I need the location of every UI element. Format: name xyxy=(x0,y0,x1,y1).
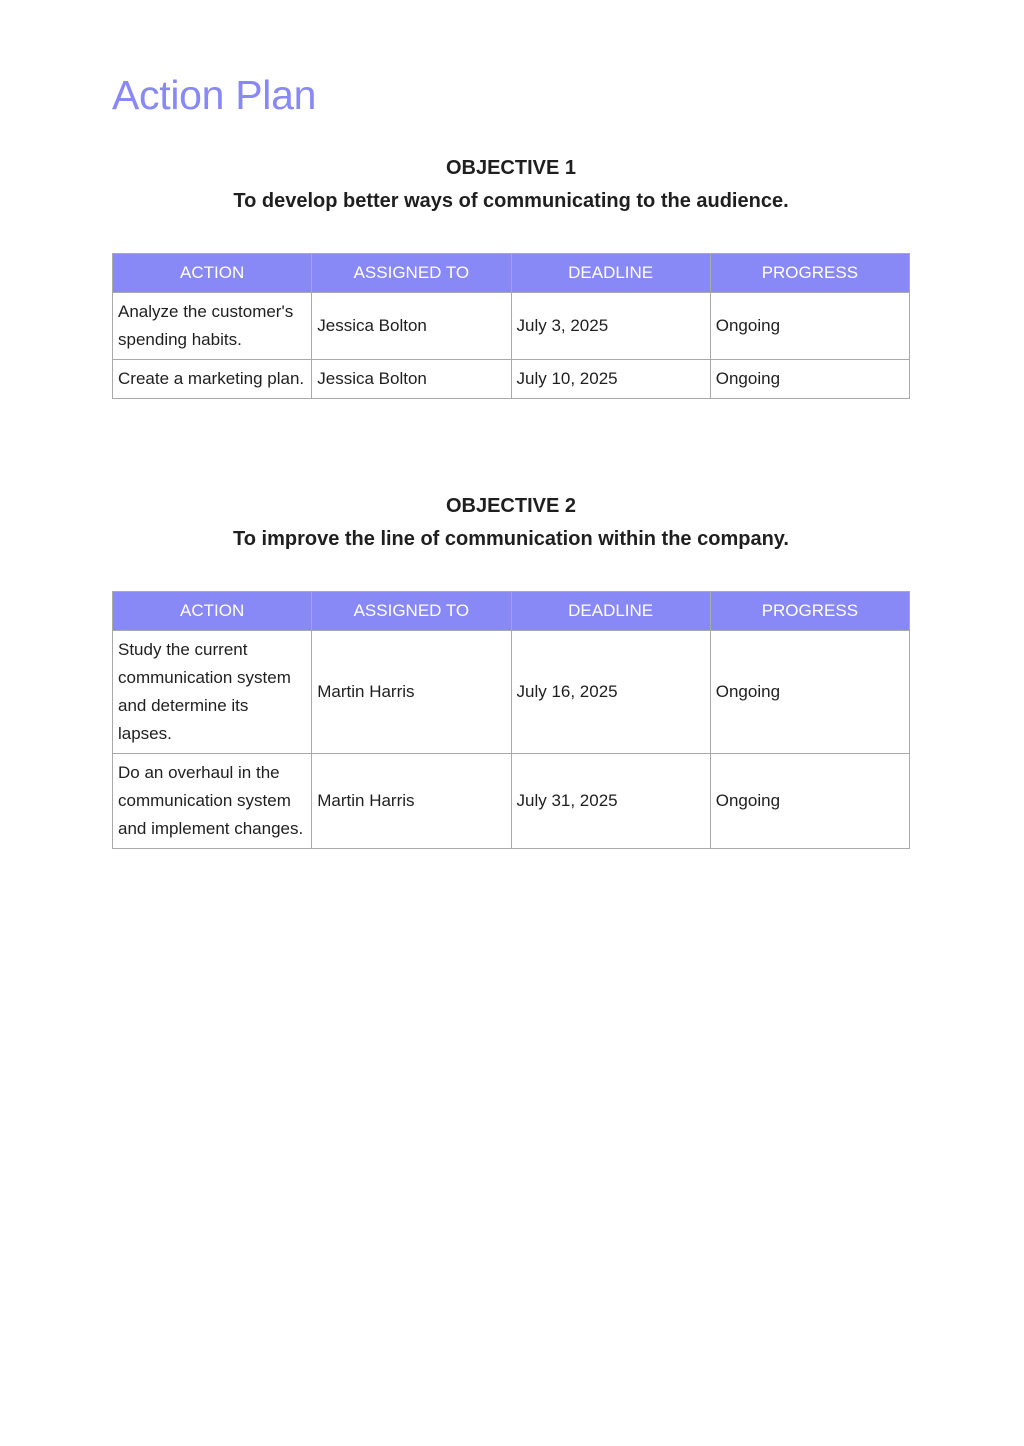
column-header-action: ACTION xyxy=(113,592,312,631)
objective-1-label: OBJECTIVE 1 xyxy=(445,157,577,179)
action-cell: Study the current communication system and determine its lapses. xyxy=(113,631,312,754)
objective-2-description: To improve the line of communication within the company. xyxy=(233,528,789,550)
progress-cell: Ongoing xyxy=(710,754,909,849)
progress-cell: Ongoing xyxy=(710,360,909,399)
deadline-cell: July 16, 2025 xyxy=(511,631,710,754)
page-title: Action Plan xyxy=(112,72,317,118)
table-row xyxy=(113,754,910,849)
table-header-row xyxy=(113,592,910,631)
objective-2-label: OBJECTIVE 2 xyxy=(445,495,577,517)
objective-1-description: To develop better ways of communicating to the audience. xyxy=(233,190,789,212)
deadline-cell: July 3, 2025 xyxy=(511,293,710,360)
assigned-to-cell: Martin Harris xyxy=(312,631,511,754)
deadline-cell: July 10, 2025 xyxy=(511,360,710,399)
column-header-assigned-to: ASSIGNED TO xyxy=(312,254,511,293)
table-row xyxy=(113,360,910,399)
column-header-action: ACTION xyxy=(113,254,312,293)
column-header-progress: PROGRESS xyxy=(710,592,909,631)
column-header-progress: PROGRESS xyxy=(710,254,909,293)
column-header-deadline: DEADLINE xyxy=(511,254,710,293)
objective-2-table xyxy=(112,591,910,849)
progress-cell: Ongoing xyxy=(710,631,909,754)
column-header-deadline: DEADLINE xyxy=(511,592,710,631)
objective-1-table xyxy=(112,253,910,399)
table-header-row xyxy=(113,254,910,293)
action-cell: Do an overhaul in the communication system and implement changes. xyxy=(113,754,312,849)
table-row xyxy=(113,631,910,754)
deadline-cell: July 31, 2025 xyxy=(511,754,710,849)
progress-cell: Ongoing xyxy=(710,293,909,360)
assigned-to-cell: Jessica Bolton xyxy=(312,293,511,360)
objective-1-heading-block xyxy=(112,152,910,218)
action-cell: Create a marketing plan. xyxy=(113,360,312,399)
assigned-to-cell: Jessica Bolton xyxy=(312,360,511,399)
objective-2-heading-block xyxy=(112,490,910,556)
action-cell: Analyze the customer's spending habits. xyxy=(113,293,312,360)
column-header-assigned-to: ASSIGNED TO xyxy=(312,592,511,631)
table-row xyxy=(113,293,910,360)
assigned-to-cell: Martin Harris xyxy=(312,754,511,849)
